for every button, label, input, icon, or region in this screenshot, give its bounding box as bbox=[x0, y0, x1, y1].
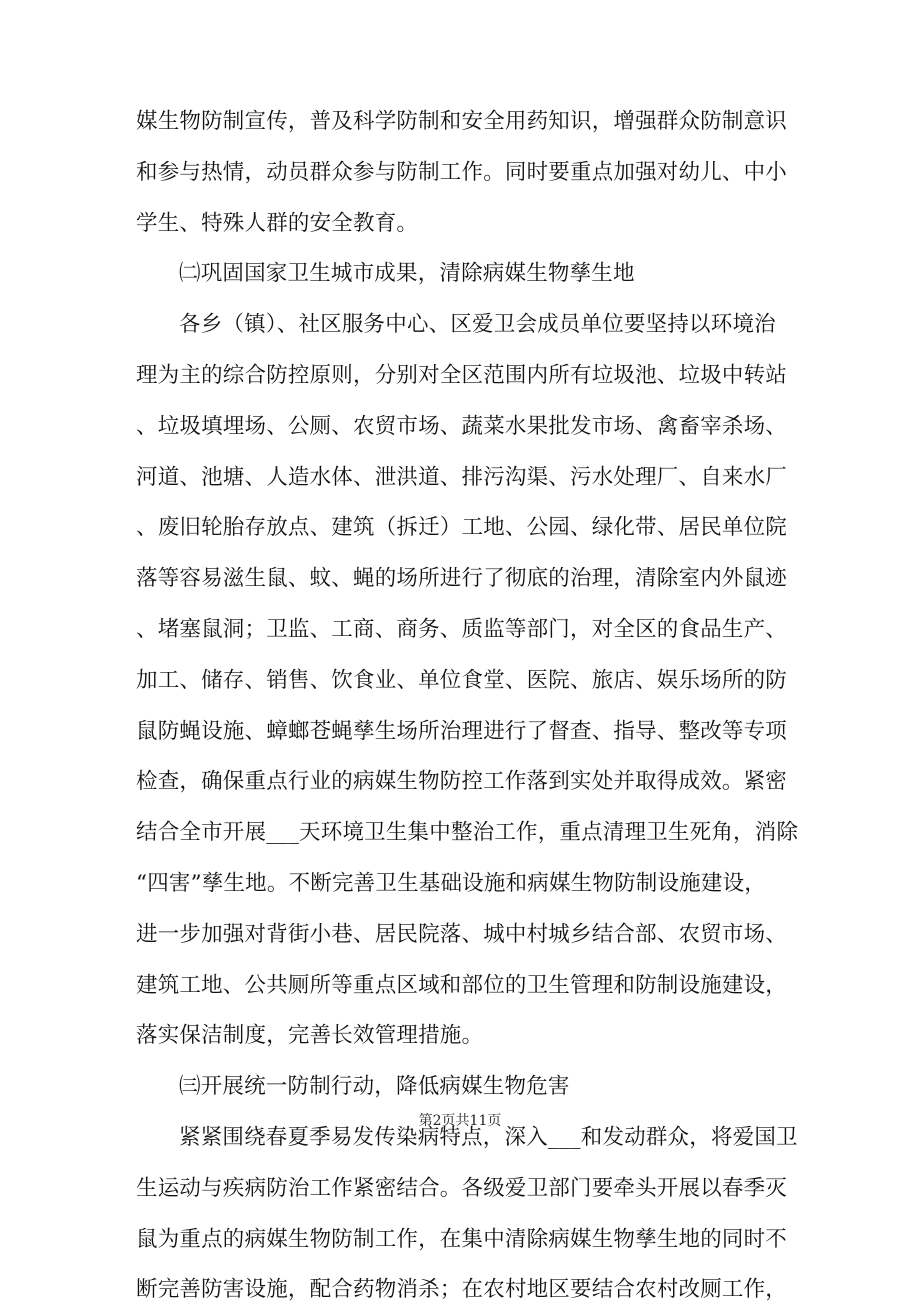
text-line: 结合全市开展___天环境卫生集中整治工作，重点清理卫生死角，消除 bbox=[136, 820, 799, 846]
document-body bbox=[136, 97, 799, 1316]
text-line: “四害”孳生地。不断完善卫生基础设施和病媒生物防制设施建设， bbox=[136, 870, 766, 896]
text-line: 学生、特殊人群的安全教育。 bbox=[136, 210, 419, 236]
page-number: 第2页共11页 bbox=[418, 1113, 502, 1129]
text-line: 进一步加强对背街小巷、居民院落、城中村城乡结合部、农贸市场、 bbox=[136, 921, 788, 947]
text-line: 生运动与疾病防治工作紧密结合。各级爱卫部门要牵头开展以春季灭 bbox=[136, 1175, 788, 1201]
text-line: 落等容易滋生鼠、蚊、蝇的场所进行了彻底的治理，清除室内外鼠迹 bbox=[136, 566, 788, 592]
text-line: 、垃圾填埋场、公厕、农贸市场、蔬菜水果批发市场、禽畜宰杀场、 bbox=[136, 413, 788, 439]
text-line: 建筑工地、公共厕所等重点区域和部位的卫生管理和防制设施建设， bbox=[136, 972, 788, 998]
text-line: 鼠为重点的病媒生物防制工作，在集中清除病媒生物孳生地的同时不 bbox=[136, 1226, 788, 1252]
text-line: 河道、池塘、人造水体、泄洪道、排污沟渠、污水处理厂、自来水厂 bbox=[136, 464, 788, 490]
text-line: 、废旧轮胎存放点、建筑（拆迁）工地、公园、绿化带、居民单位院 bbox=[136, 515, 788, 541]
text-line: 理为主的综合防控原则，分别对全区范围内所有垃圾池、垃圾中转站 bbox=[136, 362, 788, 388]
text-line: 媒生物防制宣传，普及科学防制和安全用药知识，增强群众防制意识 bbox=[136, 109, 788, 134]
text-line: 紧紧围绕春夏季易发传染病特点，深入___和发动群众，将爱国卫 bbox=[179, 1124, 798, 1150]
text-line: 和参与热情，动员群众参与防制工作。同时要重点加强对幼儿、中小 bbox=[136, 159, 788, 185]
text-line: 加工、储存、销售、饮食业、单位食堂、医院、旅店、娱乐场所的防 bbox=[136, 667, 788, 693]
text-line: ㈡巩固国家卫生城市成果，清除病媒生物孳生地 bbox=[179, 261, 635, 287]
text-line: 检查，确保重点行业的病媒生物防控工作落到实处并取得成效。紧密 bbox=[136, 769, 788, 795]
text-line: 断完善防害设施，配合药物消杀；在农村地区要结合农村改厕工作， bbox=[136, 1277, 788, 1303]
text-line: 落实保洁制度，完善长效管理措施。 bbox=[136, 1023, 484, 1049]
text-line: 、堵塞鼠洞；卫监、工商、商务、质监等部门，对全区的食品生产、 bbox=[136, 616, 788, 642]
text-line: 各乡（镇）、社区服务中心、区爱卫会成员单位要坚持以环境治 bbox=[179, 312, 776, 338]
text-line: ㈢开展统一防制行动，降低病媒生物危害 bbox=[179, 1074, 570, 1100]
text-line: 鼠防蝇设施、蟑螂苍蝇孳生场所治理进行了督查、指导、整改等专项 bbox=[136, 718, 788, 744]
